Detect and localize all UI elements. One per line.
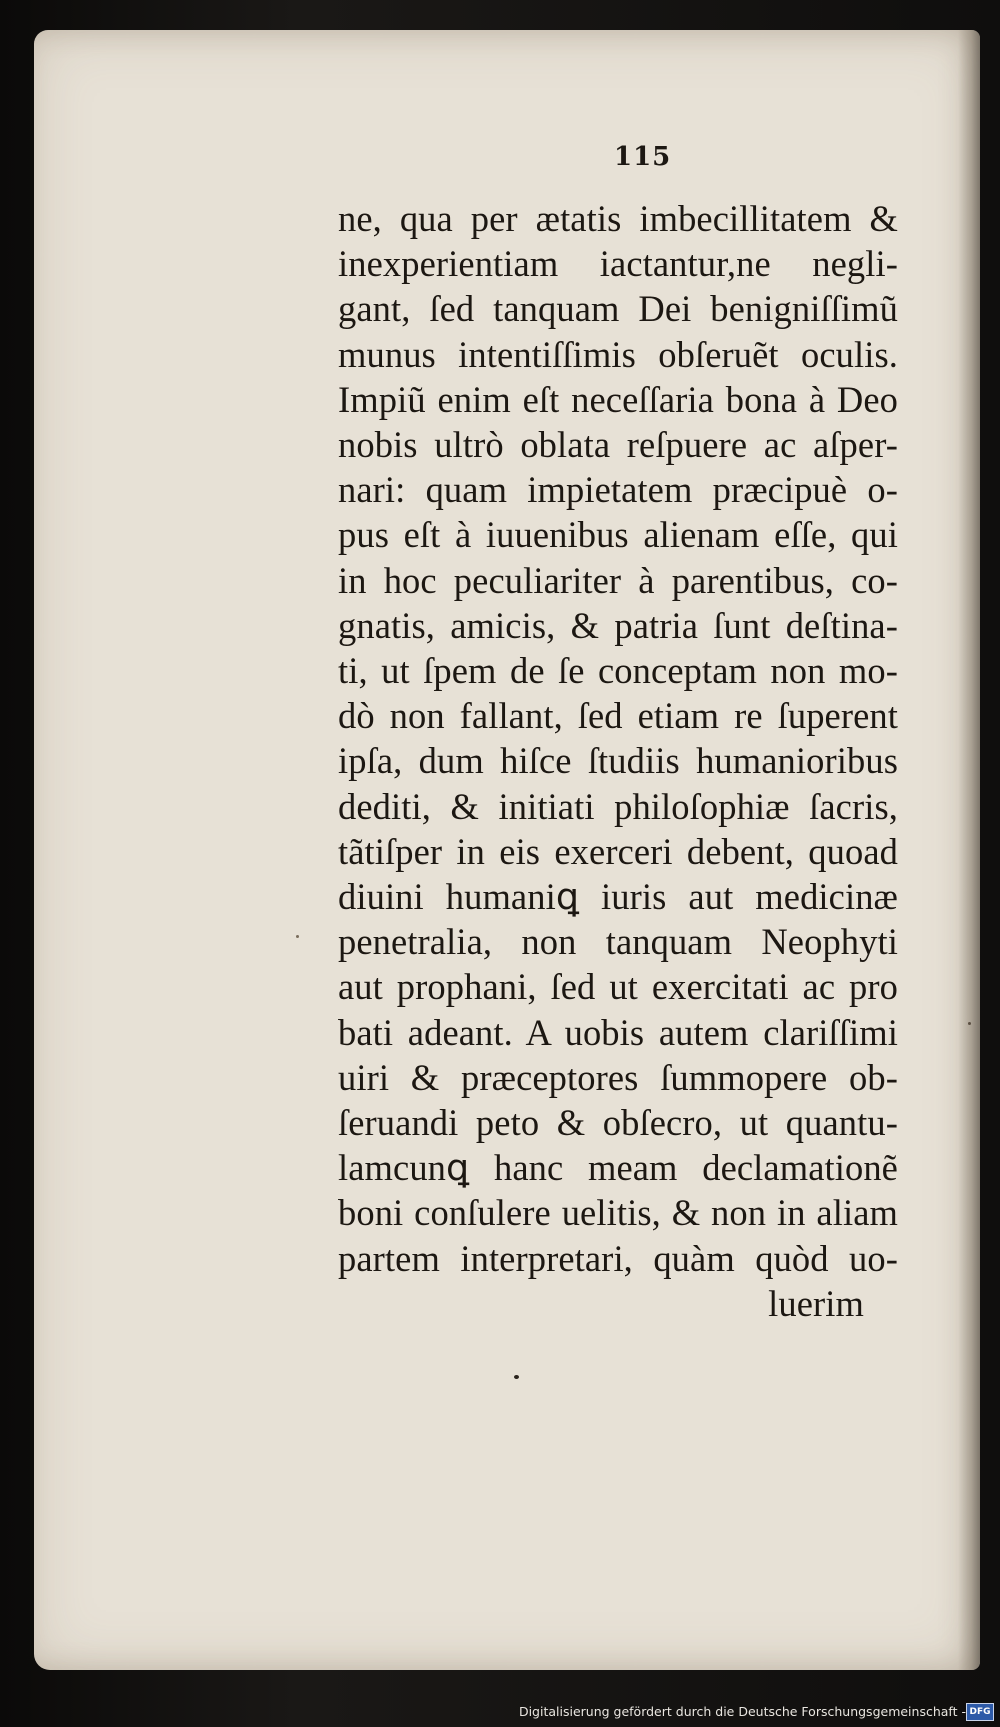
- ink-speck: [296, 935, 299, 938]
- text-line: uiri & præceptores ſummopere ob-: [338, 1056, 898, 1098]
- text-line: gnatis, amicis, & patria ſunt deſtina-: [338, 604, 898, 646]
- text-block: [338, 196, 898, 1326]
- text-line: dediti, & initiati philoſophiæ ſacris,: [338, 785, 898, 827]
- text-line: aut prophani, ſed ut exercitati ac pro: [338, 966, 898, 1008]
- text-line: partem interpretari, quàm quòd uo-: [338, 1237, 898, 1279]
- dfg-logo-badge: DFG: [966, 1703, 994, 1721]
- text-line: tãtiſper in eis exerceri debent, quoad: [338, 830, 898, 872]
- text-line: pus eſt à iuuenibus alienam eſſe, qui: [338, 514, 898, 556]
- text-line: nari: quam impietatem præcipuè o-: [338, 469, 898, 511]
- page-edge-shadow: [958, 30, 980, 1670]
- book-page: [34, 30, 980, 1670]
- page-number: 115: [614, 142, 672, 172]
- text-line: munus intentiſſimis obſeruẽt oculis.: [338, 333, 898, 375]
- text-line: diuini humaniꝗ iuris aut medicinæ: [338, 876, 898, 918]
- digitization-credit: Digitalisierung gefördert durch die Deutsche Forschungsgemeinschaft -: [518, 1704, 966, 1719]
- text-line: ipſa, dum hiſce ſtudiis humanioribus: [338, 740, 898, 782]
- text-line: bati adeant. A uobis autem clariſſimi: [338, 1011, 898, 1053]
- catchword: luerim: [768, 1282, 864, 1324]
- text-line: in hoc peculiariter à parentibus, co-: [338, 559, 898, 601]
- ink-speck: [968, 1022, 971, 1025]
- text-line: ti, ut ſpem de ſe conceptam non mo-: [338, 650, 898, 692]
- text-line: dò non fallant, ſed etiam re ſuperent: [338, 695, 898, 737]
- text-line: ne, qua per ætatis imbecillitatem &: [338, 198, 898, 239]
- text-line: Impiũ enim eſt neceſſaria bona à Deo: [338, 378, 898, 420]
- text-line: penetralia, non tanquam Neophyti: [338, 921, 898, 963]
- text-line: nobis ultrò oblata reſpuere ac aſper-: [338, 424, 898, 466]
- text-line: boni conſulere uelitis, & non in aliam: [338, 1192, 898, 1234]
- text-line: ſeruandi peto & obſecro, ut quantu-: [338, 1102, 898, 1144]
- text-line: inexperientiam iactantur,ne negli-: [338, 243, 898, 285]
- ink-speck: [514, 1375, 519, 1379]
- text-line: lamcunꝗ hanc meam declamationẽ: [338, 1147, 898, 1189]
- text-line: gant, ſed tanquam Dei benigniſſimũ: [338, 288, 898, 330]
